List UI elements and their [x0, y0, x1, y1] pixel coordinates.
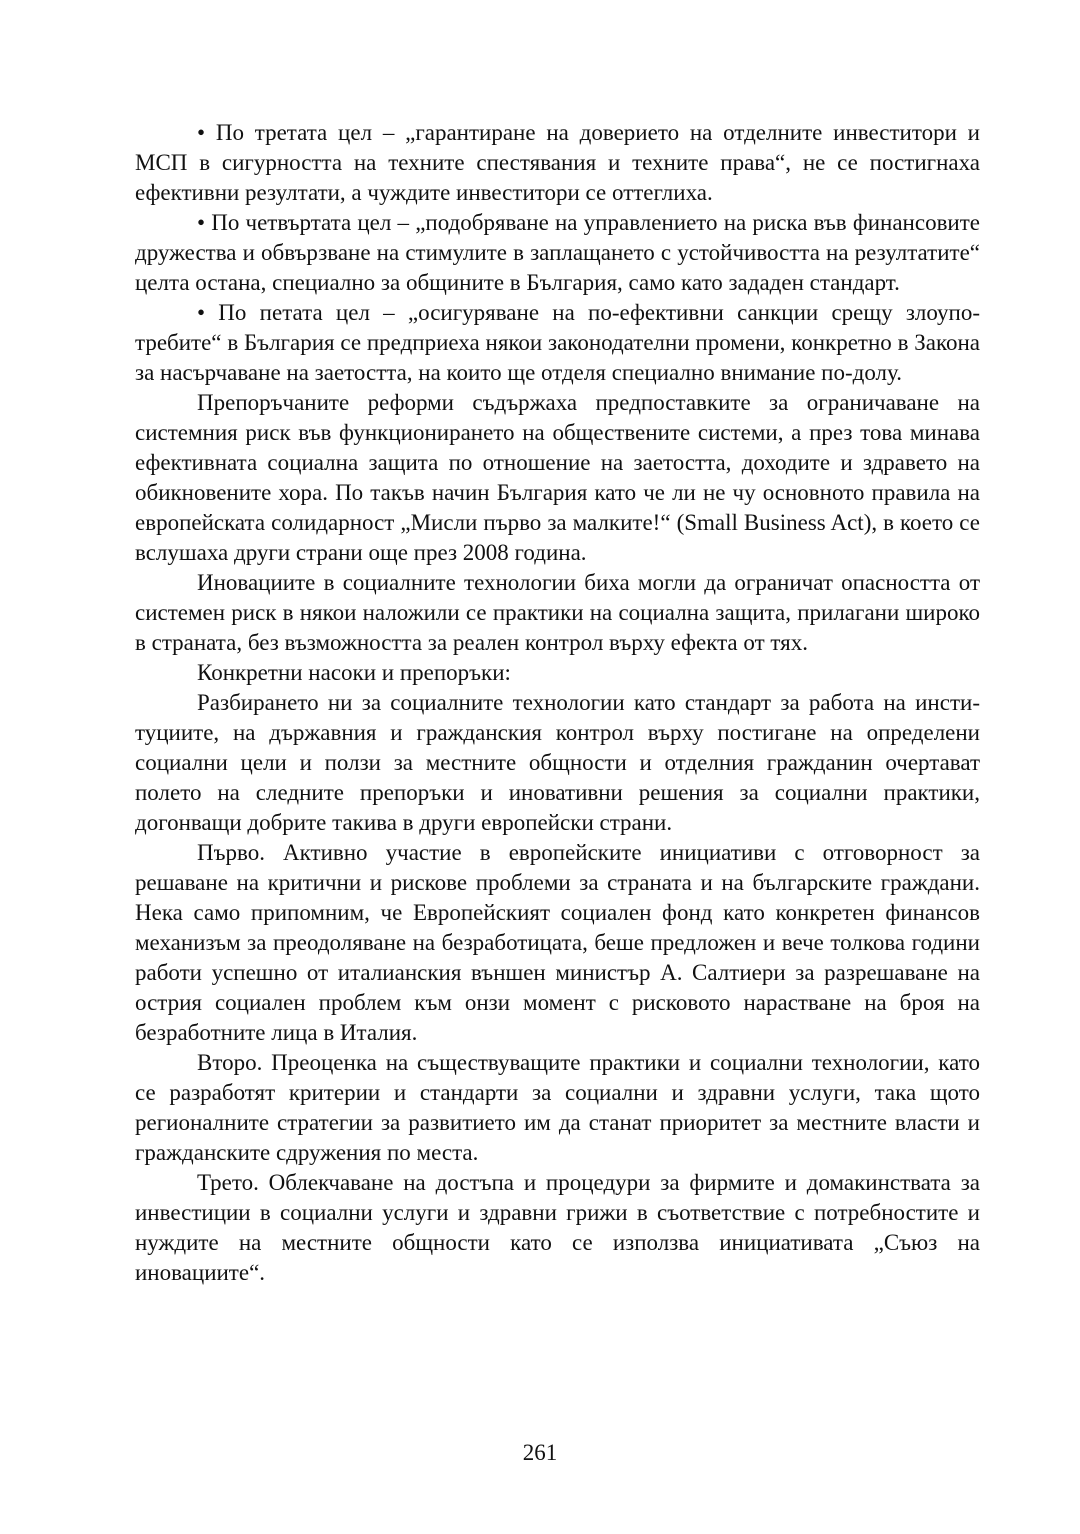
paragraph-first: Първо. Активно участие в европейските инициативи с отговорност за решаване на критични и рискове проблеми за страната и на българските граждани. Нека само припомним, че Европейският социален фонд като конкретен финансов механизъм за преодоляване на безработицата, беше предложен и вече толкова години работи успешно от италианския външен министър А. Салтиери за разрешаване на острия социален проблем към онзи момент с рисковото нарастване на броя на безработните лица в Италия.: [135, 840, 980, 1045]
paragraph-fifth-goal: • По петата цел – „осигуряване на по-ефективни санкции срещу злоупотребите“ в България се предприеха някои законодателни промени, конкретно в Закона за насърчаване на заетостта, на които ще отделя специално внимание по-долу.: [135, 300, 980, 385]
page-body: [135, 118, 980, 1288]
paragraph-social-technologies: Разбирането ни за социалните технологии като стандарт за работа на институциите, на държавния и гражданския контрол върху постигане на определени социални цели и ползи за местните общности и отделния гражданин очертават полето на следните препоръки и иновативни решения за социални практики, догонващи добрите такива в други европейски страни.: [135, 690, 980, 835]
paragraph-specific-guidelines-heading: Конкретни насоки и препоръки:: [197, 660, 511, 685]
paragraph-third-goal: • По третата цел – „гарантиране на доверието на отделните инвеститори и МСП в сигурността на техните спестявания и техните права“, не се постигнаха ефективни резултати, а чуждите инвеститори се оттеглиха.: [135, 120, 980, 205]
paragraph-innovations: Иновациите в социалните технологии биха могли да ограничат опасността от системен риск в някои наложили се практики на социална защита, прилагани широко в страната, без възможността за реален контрол върху ефекта от тях.: [135, 570, 980, 655]
paragraph-recommended-reforms: Препоръчаните реформи съдържаха предпоставките за ограничаване на системния риск във функционирането на обществените системи, а през това минава ефективната социална защита по отношение на заетостта, доходите и здравето на обикновените хора. По такъв начин България като че ли не чу основното правила на европейската солидарност „Мисли първо за малките!“ (Small Business Act), в което се вслушаха други страни още през 2008 година.: [135, 390, 980, 565]
paragraph-third: Трето. Облекчаване на достъпа и процедури за фирмите и домакинствата за инвестиции в социални услуги и здравни грижи в съответствие с потребностите и нуждите на местните общности като се използва инициативата „Съюз на иновациите“.: [135, 1170, 980, 1285]
page-number: 261: [522, 1440, 558, 1465]
paragraph-second: Второ. Преоценка на съществуващите практики и социални технологии, като се разработят критерии и стандарти за социални и здравни услуги, така щото регионалните стратегии за развитието им да станат приоритет за местните власти и гражданските сдружения по места.: [135, 1050, 980, 1165]
paragraph-fourth-goal: • По четвъртата цел – „подобряване на управлението на риска във финансовите дружества и обвързване на стимулите в заплащането с устойчивостта на резултатите“ целта остана, специално за общините в България, само като зададен стандарт.: [135, 210, 980, 295]
